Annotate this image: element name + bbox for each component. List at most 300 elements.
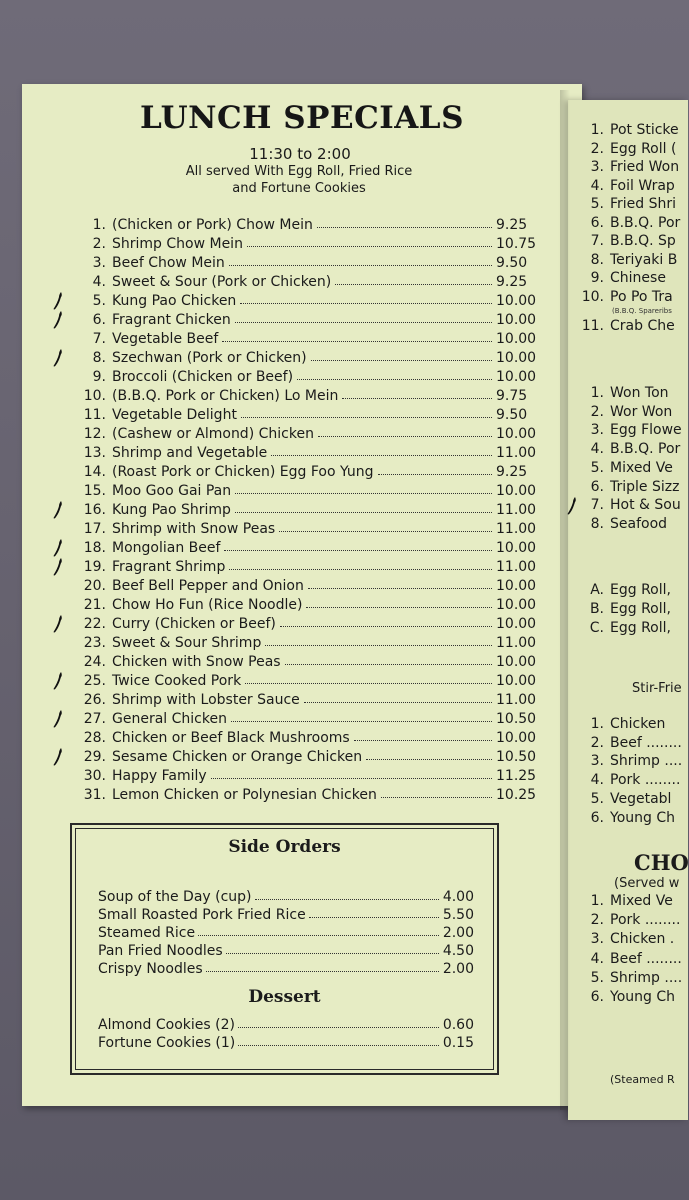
- dot-leader: [247, 246, 492, 247]
- stir-fried-heading: Stir-Frie: [632, 681, 682, 696]
- chow-item-name: Mixed Ve: [610, 893, 673, 909]
- menu-item-name: Chicken or Beef Black Mushrooms: [112, 730, 350, 746]
- dot-leader: [280, 626, 492, 627]
- menu-item-name: Lemon Chicken or Polynesian Chicken: [112, 787, 377, 803]
- dot-leader: [235, 512, 492, 513]
- menu-item: [48, 290, 548, 309]
- menu-item-name: Fragrant Shrimp: [112, 559, 226, 575]
- menu-item-name: Shrimp with Snow Peas: [112, 521, 276, 537]
- dot-leader: [297, 379, 492, 380]
- appetizer-item-name: Egg Roll (: [610, 140, 677, 157]
- appetizer-item-number: 10.: [581, 288, 604, 305]
- chow-item: [578, 893, 673, 909]
- menu-item-number: 19.: [83, 559, 106, 575]
- soup-item: [578, 497, 681, 513]
- menu-item-number: 4.: [92, 274, 106, 290]
- appetizer-item-name: Po Po Tra: [610, 288, 673, 305]
- menu-item: [48, 404, 548, 423]
- menu-item-name: Szechwan (Pork or Chicken): [112, 350, 307, 366]
- dot-leader: [240, 303, 492, 304]
- menu-item-price: 10.50: [496, 711, 537, 727]
- pepper-slot: [48, 385, 80, 404]
- menu-item: [48, 233, 548, 252]
- spicy-pepper-icon: [566, 496, 580, 520]
- spicy-pepper-icon: [48, 499, 80, 518]
- dot-leader: [235, 493, 492, 494]
- appetizer-item: [578, 270, 666, 286]
- chow-item: [578, 951, 682, 967]
- menu-item: [48, 328, 548, 347]
- menu-item-number: 28.: [83, 730, 106, 746]
- menu-item: [48, 689, 548, 708]
- spicy-pepper-icon: [48, 613, 80, 632]
- subtitle-line-1: All served With Egg Roll, Fried Rice: [185, 164, 413, 179]
- soup-item-name: Won Ton: [610, 385, 669, 401]
- appetizer-item: [578, 159, 679, 175]
- appetizer-item-name: B.B.Q. Por: [610, 214, 681, 231]
- subtitle-line-2: and Fortune Cookies: [232, 181, 366, 196]
- dot-leader: [366, 759, 492, 760]
- side-order-item-price: 2.00: [442, 961, 474, 977]
- menu-item-price: 10.00: [496, 616, 537, 632]
- menu-item-number: 23.: [83, 635, 106, 651]
- spicy-pepper-icon: [48, 290, 80, 309]
- spicy-pepper-icon: [48, 708, 80, 727]
- menu-item: [48, 727, 548, 746]
- pepper-slot: [48, 366, 80, 385]
- stir-fried-item-number: 2.: [590, 734, 604, 751]
- soup-item: [578, 385, 669, 401]
- menu-item-name: Beef Bell Pepper and Onion: [112, 578, 304, 594]
- combo-item: [578, 620, 671, 636]
- spicy-pepper-icon: [48, 670, 80, 689]
- menu-item-price: 10.00: [496, 578, 537, 594]
- soup-item-name: B.B.Q. Por: [610, 441, 681, 458]
- pepper-slot: [48, 423, 80, 442]
- menu-item-number: 10.: [83, 388, 106, 404]
- menu-item-number: 12.: [83, 426, 106, 442]
- appetizer-item: [578, 215, 680, 231]
- chow-item: [578, 912, 680, 928]
- dot-leader: [304, 702, 492, 703]
- soup-item-name: Hot & Sou: [610, 497, 681, 514]
- menu-item-name: Chicken with Snow Peas: [112, 654, 281, 670]
- menu-item-number: 16.: [83, 502, 106, 518]
- menu-item-number: 20.: [83, 578, 106, 594]
- dot-leader: [229, 569, 492, 570]
- menu-item: [48, 708, 548, 727]
- menu-item-name: Curry (Chicken or Beef): [112, 616, 276, 632]
- appetizer-item-number: 7.: [590, 233, 604, 249]
- menu-item-name: Broccoli (Chicken or Beef): [112, 369, 294, 385]
- soup-item-number: 7.: [590, 497, 604, 514]
- dot-leader: [206, 971, 439, 972]
- dot-leader: [317, 227, 492, 228]
- menu-item-number: 1.: [92, 217, 106, 233]
- menu-item-number: 17.: [83, 521, 106, 537]
- spicy-pepper-icon: [48, 309, 80, 328]
- dessert-item-price: 0.60: [442, 1017, 474, 1033]
- menu-item: [48, 746, 548, 765]
- appetizer-item: [578, 141, 676, 157]
- dot-leader: [271, 455, 492, 456]
- menu-item-number: 11.: [83, 407, 106, 423]
- menu-item-price: 10.75: [496, 236, 537, 252]
- menu-item-name: General Chicken: [112, 711, 227, 727]
- dot-leader: [226, 953, 439, 954]
- menu-item-number: 5.: [92, 293, 106, 309]
- stir-fried-item: [578, 716, 665, 732]
- dessert-item: [98, 1015, 474, 1033]
- dot-leader: [245, 683, 492, 684]
- dessert-list: [98, 1015, 474, 1051]
- menu-item-name: Kung Pao Shrimp: [112, 502, 231, 518]
- menu-item-price: 9.50: [496, 255, 528, 271]
- menu-item-name: Shrimp Chow Mein: [112, 236, 243, 252]
- pepper-slot: [48, 328, 80, 347]
- right-page-content: [578, 0, 689, 1200]
- stir-fried-item: [578, 753, 682, 769]
- stir-fried-item-name: Pork ........: [610, 772, 681, 789]
- chow-item: [578, 931, 674, 947]
- menu-item-name: Shrimp and Vegetable: [112, 445, 268, 461]
- stir-fried-item: [578, 735, 682, 751]
- pepper-slot: [48, 727, 80, 746]
- menu-item-price: 9.25: [496, 464, 528, 480]
- spicy-pepper-icon: [48, 556, 80, 575]
- dot-leader: [318, 436, 492, 437]
- chow-item-number: 6.: [590, 989, 604, 1005]
- menu-item-number: 3.: [92, 255, 106, 271]
- menu-item-number: 8.: [92, 350, 106, 366]
- menu-item-price: 10.00: [496, 293, 537, 309]
- menu-item-name: (B.B.Q. Pork or Chicken) Lo Mein: [112, 388, 339, 404]
- pepper-slot: [48, 480, 80, 499]
- soup-item-number: 3.: [590, 422, 604, 439]
- side-orders-list: [98, 887, 474, 977]
- dot-leader: [378, 474, 492, 475]
- stir-fried-item-name: Chicken: [610, 716, 666, 732]
- menu-item-price: 10.00: [496, 331, 537, 347]
- stir-fried-item-number: 4.: [590, 772, 604, 789]
- pepper-slot: [48, 632, 80, 651]
- side-order-item-price: 4.50: [442, 943, 474, 959]
- appetizer-item-name: Teriyaki B: [610, 251, 678, 268]
- stir-fried-item-name: Young Ch: [610, 809, 675, 826]
- dot-leader: [342, 398, 492, 399]
- chow-item-number: 2.: [590, 912, 604, 929]
- page-title: LUNCH SPECIALS: [140, 100, 464, 136]
- menu-item-name: Kung Pao Chicken: [112, 293, 237, 309]
- chow-item-name: Shrimp ....: [610, 969, 683, 986]
- menu-item: [48, 575, 548, 594]
- menu-item-number: 2.: [92, 236, 106, 252]
- menu-item-name: Shrimp with Lobster Sauce: [112, 692, 300, 708]
- pepper-slot: [48, 651, 80, 670]
- menu-item: [48, 632, 548, 651]
- menu-item-name: Fragrant Chicken: [112, 312, 231, 328]
- menu-item-name: Vegetable Delight: [112, 407, 237, 423]
- menu-item-price: 10.00: [496, 350, 537, 366]
- soup-item: [578, 460, 673, 476]
- dot-leader: [354, 740, 492, 741]
- menu-item-price: 10.00: [496, 483, 537, 499]
- menu-item-number: 30.: [83, 768, 106, 784]
- appetizer-item-name: Foil Wrap: [610, 177, 675, 194]
- menu-item-name: (Chicken or Pork) Chow Mein: [112, 217, 313, 233]
- dot-leader: [224, 550, 492, 551]
- dot-leader: [238, 1045, 439, 1046]
- menu-item-price: 11.25: [496, 768, 537, 784]
- combo-item-number: B.: [589, 601, 604, 617]
- side-order-item: [98, 923, 474, 941]
- side-order-item-price: 5.50: [442, 907, 474, 923]
- pepper-slot: [48, 784, 80, 803]
- menu-item-number: 24.: [83, 654, 106, 670]
- menu-item: [48, 252, 548, 271]
- pepper-slot: [48, 765, 80, 784]
- stir-fried-item-name: Shrimp ....: [610, 753, 683, 770]
- appetizer-item-number: 4.: [590, 177, 604, 194]
- combo-item-name: Egg Roll,: [610, 620, 671, 636]
- menu-item-number: 14.: [83, 464, 106, 480]
- menu-item-name: Mongolian Beef: [112, 540, 221, 556]
- dot-leader: [335, 284, 492, 285]
- dessert-title: Dessert: [248, 987, 321, 1007]
- menu-item: [48, 670, 548, 689]
- chow-item-number: 5.: [590, 969, 604, 986]
- menu-item: [48, 518, 548, 537]
- appetizer-item-number: 3.: [590, 159, 604, 175]
- side-order-item-price: 2.00: [442, 925, 474, 941]
- menu-item: [48, 385, 548, 404]
- menu-item-price: 11.00: [496, 559, 537, 575]
- side-order-item-name: Soup of the Day (cup): [98, 889, 252, 905]
- dot-leader: [231, 721, 492, 722]
- soup-item: [578, 441, 680, 457]
- combo-item-number: C.: [589, 620, 604, 636]
- soup-item-number: 2.: [590, 403, 604, 420]
- menu-item-number: 22.: [83, 616, 106, 632]
- dessert-item: [98, 1033, 474, 1051]
- menu-item: [48, 461, 548, 480]
- spicy-pepper-icon: [48, 347, 80, 366]
- menu-item-number: 7.: [92, 331, 106, 347]
- chow-item-name: Young Ch: [610, 989, 675, 1005]
- menu-item: [48, 784, 548, 803]
- soup-item-number: 4.: [590, 441, 604, 458]
- side-order-item: [98, 905, 474, 923]
- menu-item-name: Chow Ho Fun (Rice Noodle): [112, 597, 303, 613]
- menu-item: [48, 347, 548, 366]
- combo-item-number: A.: [590, 582, 604, 598]
- dot-leader: [279, 531, 492, 532]
- dot-leader: [311, 360, 492, 361]
- stir-fried-item: [578, 810, 675, 826]
- appetizer-item-name: Crab Che: [610, 318, 675, 334]
- dot-leader: [255, 899, 439, 900]
- chow-item: [578, 989, 675, 1005]
- menu-item-price: 11.00: [496, 635, 537, 651]
- stir-fried-item: [578, 772, 680, 788]
- menu-item-number: 15.: [83, 483, 106, 499]
- appetizer-item-number: 9.: [590, 270, 604, 286]
- dot-leader: [265, 645, 492, 646]
- stir-fried-item-number: 3.: [590, 753, 604, 770]
- side-order-item-name: Steamed Rice: [98, 925, 196, 941]
- menu-item-name: Sesame Chicken or Orange Chicken: [112, 749, 363, 765]
- menu-item-price: 10.25: [496, 787, 537, 803]
- soup-item-name: Egg Flowe: [610, 422, 682, 439]
- appetizer-item: [578, 318, 675, 334]
- pepper-slot: [48, 518, 80, 537]
- menu-item-number: 6.: [92, 312, 106, 328]
- chow-item-number: 1.: [590, 893, 604, 909]
- menu-item-price: 9.25: [496, 274, 528, 290]
- combo-item-name: Egg Roll,: [610, 582, 671, 598]
- appetizer-footnote: (B.B.Q. Spareribs: [612, 307, 672, 315]
- stir-fried-item: [578, 791, 671, 807]
- menu-item-number: 13.: [83, 445, 106, 461]
- appetizer-item-name: B.B.Q. Sp: [610, 233, 676, 249]
- soup-item: [578, 479, 679, 495]
- menu-item-price: 10.00: [496, 312, 537, 328]
- menu-item: [48, 423, 548, 442]
- side-orders-title: Side Orders: [228, 837, 341, 857]
- soup-item-name: Triple Sizz: [610, 478, 680, 495]
- side-order-item-name: Small Roasted Pork Fried Rice: [98, 907, 306, 923]
- soup-item-name: Mixed Ve: [610, 459, 673, 476]
- menu-item-name: Sweet & Sour (Pork or Chicken): [112, 274, 332, 290]
- menu-item-name: Happy Family: [112, 768, 207, 784]
- dot-leader: [285, 664, 492, 665]
- chow-item-number: 3.: [590, 931, 604, 948]
- menu-item: [48, 480, 548, 499]
- soup-item-number: 1.: [590, 385, 604, 401]
- menu-item-price: 10.00: [496, 597, 537, 613]
- soup-item: [578, 404, 672, 420]
- menu-item-price: 10.00: [496, 369, 537, 385]
- chow-item-name: Pork ........: [610, 912, 681, 929]
- pepper-slot: [48, 214, 80, 233]
- chow-item-name: Chicken .: [610, 931, 675, 948]
- side-orders-box: [70, 823, 499, 1075]
- chow-heading: CHO: [634, 850, 689, 875]
- stir-fried-item-number: 1.: [590, 716, 604, 732]
- dot-leader: [198, 935, 439, 936]
- menu-item-price: 11.00: [496, 692, 537, 708]
- spicy-pepper-icon: [48, 537, 80, 556]
- menu-item: [48, 499, 548, 518]
- side-order-item-name: Pan Fried Noodles: [98, 943, 223, 959]
- menu-item-number: 31.: [83, 787, 106, 803]
- pepper-slot: [48, 461, 80, 480]
- pepper-slot: [48, 594, 80, 613]
- side-order-item: [98, 959, 474, 977]
- chow-note: (Served w: [614, 876, 680, 891]
- menu-item-number: 18.: [83, 540, 106, 556]
- chow-item-number: 4.: [590, 950, 604, 967]
- menu-item-number: 21.: [83, 597, 106, 613]
- menu-item-number: 26.: [83, 692, 106, 708]
- menu-item-name: Vegetable Beef: [112, 331, 219, 347]
- side-order-item: [98, 887, 474, 905]
- soup-item-number: 8.: [590, 515, 604, 532]
- soup-item: [578, 422, 682, 438]
- menu-item-number: 27.: [83, 711, 106, 727]
- menu-item: [48, 442, 548, 461]
- dot-leader: [309, 917, 439, 918]
- pepper-slot: [48, 271, 80, 290]
- menu-item-price: 10.00: [496, 730, 537, 746]
- combo-item: [578, 601, 671, 617]
- appetizer-item-name: Pot Sticke: [610, 122, 679, 138]
- pepper-slot: [48, 404, 80, 423]
- menu-item-price: 11.00: [496, 445, 537, 461]
- soup-item: [578, 516, 667, 532]
- dot-leader: [222, 341, 492, 342]
- pepper-slot: [48, 442, 80, 461]
- dot-leader: [235, 322, 492, 323]
- stir-fried-item-name: Vegetabl: [610, 790, 672, 807]
- appetizer-item: [578, 233, 676, 249]
- soup-item-name: Seafood: [610, 515, 668, 532]
- appetizer-item: [578, 178, 675, 194]
- menu-item: [48, 271, 548, 290]
- appetizer-item: [578, 122, 679, 138]
- side-order-item-price: 4.00: [442, 889, 474, 905]
- menu-item: [48, 366, 548, 385]
- menu-item: [48, 594, 548, 613]
- menu-item: [48, 765, 548, 784]
- menu-item-price: 11.00: [496, 502, 537, 518]
- combo-item-name: Egg Roll,: [610, 601, 671, 617]
- pepper-slot: [48, 233, 80, 252]
- hours-text: 11:30 to 2:00: [249, 145, 351, 163]
- menu-item: [48, 556, 548, 575]
- appetizer-item-number: 5.: [590, 196, 604, 212]
- appetizer-item-name: Fried Won: [610, 159, 680, 175]
- chow-item: [578, 970, 682, 986]
- dessert-item-name: Almond Cookies (2): [98, 1017, 235, 1033]
- menu-item-name: Twice Cooked Pork: [112, 673, 242, 689]
- appetizer-item-number: 11.: [581, 318, 604, 334]
- stir-fried-item-number: 5.: [590, 790, 604, 807]
- appetizer-item: [578, 196, 676, 212]
- chow-item-name: Beef ........: [610, 950, 682, 967]
- menu-item-price: 9.25: [496, 217, 528, 233]
- spicy-pepper-icon: [48, 746, 80, 765]
- menu-item-number: 9.: [92, 369, 106, 385]
- steamed-rice-note: (Steamed R: [610, 1073, 675, 1086]
- menu-item: [48, 309, 548, 328]
- menu-item-price: 10.00: [496, 654, 537, 670]
- soup-item-number: 5.: [590, 459, 604, 476]
- dot-leader: [211, 778, 492, 779]
- menu-item-price: 10.00: [496, 540, 537, 556]
- soup-item-number: 6.: [590, 478, 604, 495]
- menu-item-name: Beef Chow Mein: [112, 255, 225, 271]
- menu-item: [48, 651, 548, 670]
- menu-item-price: 10.00: [496, 673, 537, 689]
- menu-item-name: Moo Goo Gai Pan: [112, 483, 232, 499]
- dot-leader: [381, 797, 492, 798]
- dot-leader: [229, 265, 492, 266]
- menu-item: [48, 214, 548, 233]
- menu-item-price: 9.75: [496, 388, 528, 404]
- appetizer-item: [578, 252, 677, 268]
- menu-item: [48, 613, 548, 632]
